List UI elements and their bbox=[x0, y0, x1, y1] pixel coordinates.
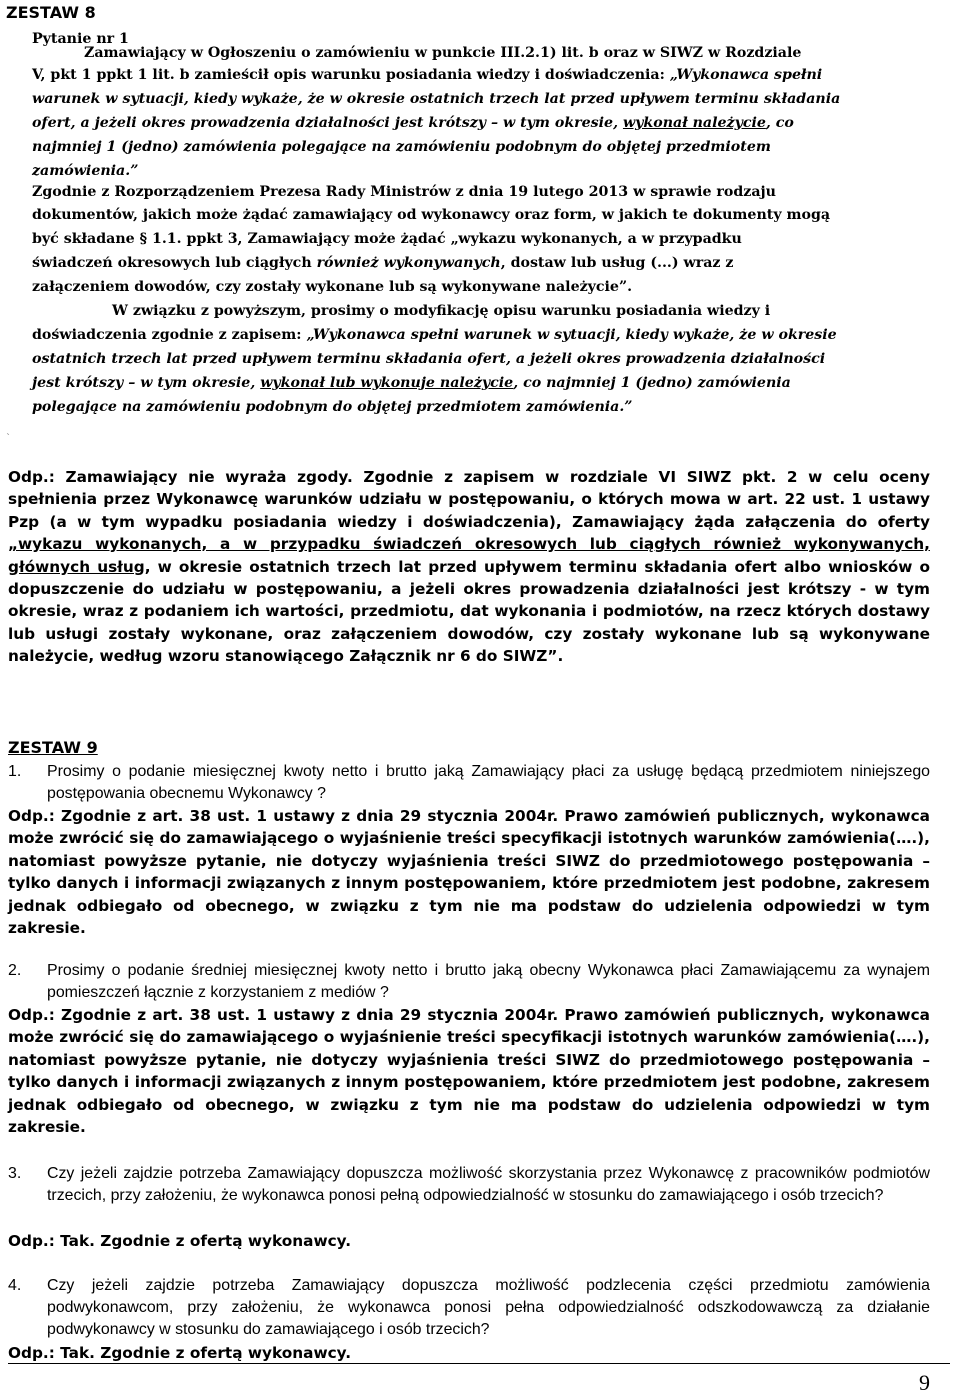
answer-text: Odp.: Tak. Zgodnie z ofertą wykonawcy. bbox=[8, 1344, 352, 1362]
question-item bbox=[8, 960, 930, 1004]
question-item bbox=[8, 1163, 930, 1207]
scan-line-segment: polegające na zamówieniu podobnym do objętej przedmiotem zamówienia.” bbox=[32, 399, 633, 415]
scan-line-segment: również wykonywanych bbox=[316, 255, 501, 271]
scan-line bbox=[32, 181, 776, 203]
scan-line bbox=[32, 64, 822, 86]
answer-text: Odp.: Zgodnie z art. 38 ust. 1 ustawy z dnia 29 stycznia 2004r. Prawo zamówień publicznych, wykonawca może zwrócić się do zamawiającego o wyjaśnienie treści specyfikacji istotnych warunków zamówienia(….), natomiast powyższe pytanie, nie dotyczy wyjaśnienia treści SIWZ do przedmiotowego postępowania – tylko danych i informacji związanych z innym postępowaniem, które przedmiotem jest podobne, zakresem jednak odbiegało od obecnego, w związku z tym nie ma podstaw do udzielenia odpowiedzi w tym zakresie. bbox=[8, 1006, 930, 1137]
scan-line-segment: świadczeń okresowych lub ciągłych bbox=[32, 255, 317, 271]
zestaw-8-answer bbox=[8, 466, 930, 668]
scan-line bbox=[32, 228, 742, 250]
question-text: Czy jeżeli zajdzie potrzeba Zamawiający dopuszcza możliwość podzlecenia części przedmiotu zamówienia podwykonawcom, przy założeniu, że wykonawca ponosi pełna odpowiedzialność odszkodowawczą za działanie podwykonawcy w stosunku do zamawiającego i osób trzecich? bbox=[47, 1277, 930, 1339]
scan-line bbox=[32, 372, 791, 394]
scan-line-segment: , dostaw lub usług (...) wraz z bbox=[500, 255, 734, 271]
answer-segment: Odp.: Zamawiający nie wyraża zgody. Zgodnie z zapisem w rozdziale VI SIWZ pkt. 2 w celu oceny spełnienia przez Wykonawcę warunków udziału w postępowaniu, o których mowa w art. 22 ust. 1 ustawy Pzp (a w tym wypadku posiadania wiedzy i doświadczenia), Zamawiający żąda załączenia do oferty bbox=[8, 468, 930, 531]
answer-text: Odp.: Zgodnie z art. 38 ust. 1 ustawy z dnia 29 stycznia 2004r. Prawo zamówień publicznych, wykonawca może zwrócić się do zamawiającego o wyjaśnienie treści specyfikacji istotnych warunków zamówienia(….), natomiast powyższe pytanie, nie dotyczy wyjaśnienia treści SIWZ do przedmiotowego postępowania – tylko danych i informacji związanych z innym postępowaniem, które przedmiotem jest podobne, zakresem jednak odbiegało od obecnego, w związku z tym nie ma podstaw do udzielenia odpowiedzi w tym zakresie. bbox=[8, 807, 930, 938]
scan-line-segment: wykonał lub wykonuje należycie bbox=[260, 375, 514, 391]
footer-divider bbox=[8, 1363, 950, 1364]
scan-line-segment: Zamawiający w Ogłoszeniu o zamówieniu w punkcie III.2.1) lit. b oraz w SIWZ w Rozdziale bbox=[84, 45, 802, 61]
scan-line bbox=[32, 112, 794, 134]
scan-line-segment: W związku z powyższym, prosimy o modyfikację opisu warunku posiadania wiedzy i bbox=[112, 303, 771, 319]
scan-line bbox=[32, 324, 837, 346]
scan-line bbox=[32, 160, 138, 182]
scan-line-segment: być składane § 1.1. ppkt 3, Zamawiający może żądać „wykazu wykonanych, a w przypadku bbox=[32, 231, 742, 247]
scan-line-segment: dokumentów, jakich może żądać zamawiający od wykonawcy oraz form, w jakich te dokumenty mogą bbox=[32, 207, 831, 223]
answer-segment: „wykazu wykonanych, a w przypadku świadczeń okresowych lub ciągłych również wykonywanych, głównych usług bbox=[8, 535, 930, 576]
scan-line-segment: zamówienia.” bbox=[32, 163, 139, 179]
scan-line-segment: „Wykonawca spełni warunek w sytuacji, kiedy wykaże, że w okresie bbox=[306, 327, 837, 343]
scan-line-segment: , co najmniej 1 (jedno) zamówienia bbox=[513, 375, 791, 391]
scan-line-segment: warunek w sytuacji, kiedy wykaże, że w okresie ostatnich trzech lat przed upływem terminu składania bbox=[32, 91, 841, 107]
scan-line-segment: najmniej 1 (jedno) zamówienia polegające na zamówieniu podobnym do objętej przedmiotem bbox=[32, 139, 771, 155]
question-text: Czy jeżeli zajdzie potrzeba Zamawiający dopuszcza możliwość skorzystania przez Wykonawcę z pracowników podmiotów trzecich, przy założeniu, że wykonawca ponosi pełną odpowiedzialność w stosunku do zamawiającego i osób trzecich? bbox=[47, 1165, 930, 1205]
question-number: 1. bbox=[8, 763, 22, 780]
scan-line-segment: Zgodnie z Rozporządzeniem Prezesa Rady Ministrów z dnia 19 lutego 2013 w sprawie rodzaju bbox=[32, 184, 776, 200]
question-number: 3. bbox=[8, 1165, 22, 1182]
scan-line bbox=[32, 396, 632, 418]
scan-line-segment: „Wykonawca spełni bbox=[669, 67, 823, 83]
scan-line-segment: jest krótszy – w tym okresie, bbox=[32, 375, 261, 391]
page-number: 9 bbox=[919, 1370, 930, 1395]
question-item bbox=[8, 1275, 930, 1342]
question-number: 2. bbox=[8, 962, 22, 979]
question-text: Prosimy o podanie średniej miesięcznej kwoty netto i brutto jaką obecny Wykonawca płaci Zamawiającemu za wynajem pomieszczeń łącznie z korzystaniem z mediów ? bbox=[47, 962, 930, 1002]
answer-text: Odp.: Tak. Zgodnie z ofertą wykonawcy. bbox=[8, 1232, 352, 1250]
scan-line-segment: ofert, a jeżeli okres prowadzenia działalności jest krótszy – w tym okresie, bbox=[32, 115, 623, 131]
zestaw-8-heading: ZESTAW 8 bbox=[6, 3, 96, 22]
scan-mark: ` bbox=[6, 433, 11, 444]
scan-line-segment: , co bbox=[765, 115, 794, 131]
scan-line-segment: V, pkt 1 ppkt 1 lit. b zamieścił opis warunku posiadania wiedzy i doświadczenia: bbox=[32, 67, 670, 83]
question-text: Prosimy o podanie miesięcznej kwoty netto i brutto jaką Zamawiający płaci za usługę będącą przedmiotem niniejszego postępowania obecnemu Wykonawcy ? bbox=[47, 763, 930, 803]
scan-line-segment: załączeniem dowodów, czy zostały wykonane lub są wykonywane należycie”. bbox=[32, 279, 633, 295]
scan-line-segment: wykonał należycie bbox=[622, 115, 766, 131]
scan-line-segment: ostatnich trzech lat przed upływem terminu składania ofert, a jeżeli okres prowadzenia działalności bbox=[32, 351, 826, 367]
scan-line bbox=[32, 136, 771, 158]
scan-line bbox=[84, 42, 801, 64]
scan-line bbox=[112, 300, 770, 322]
scan-line-segment: Pytanie nr 1 bbox=[32, 31, 129, 47]
scan-line-segment: doświadczenia zgodnie z zapisem: bbox=[32, 327, 307, 343]
scan-line bbox=[32, 88, 840, 110]
scan-line bbox=[32, 348, 825, 370]
answer-segment: , w okresie ostatnich trzech lat przed upływem terminu składania ofert albo wniosków o dopuszczenie do udziału w postępowaniu, a jeżeli okres prowadzenia działalności jest krótszy - w tym okresie, wraz z podaniem ich wartości, przedmiotu, dat wykonania i podmiotów, na rzecz których dostawy lub usługi zostały wykonane, oraz załączeniem dowodów, czy zostały wykonane lub są wykonywane należycie, według wzoru stanowiącego Załącznik nr 6 do SIWZ”. bbox=[8, 557, 930, 666]
scanned-question-image bbox=[32, 28, 892, 448]
zestaw-9-heading: ZESTAW 9 bbox=[8, 738, 98, 757]
scan-line bbox=[32, 276, 632, 298]
question-number: 4. bbox=[8, 1277, 22, 1294]
question-item bbox=[8, 761, 930, 805]
scan-line bbox=[32, 204, 830, 226]
scan-line bbox=[32, 252, 733, 274]
